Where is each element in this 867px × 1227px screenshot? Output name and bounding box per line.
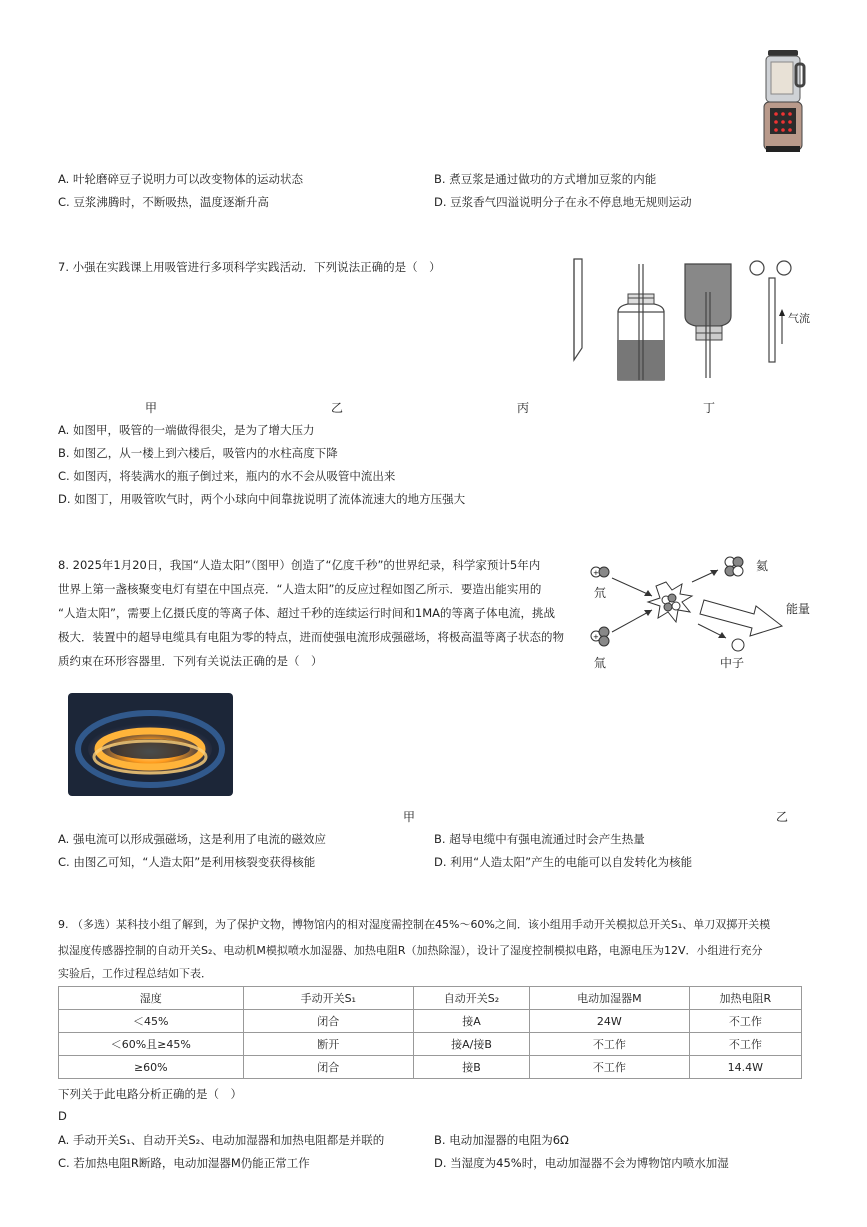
svg-text:+: + <box>593 633 599 641</box>
cell-s2: 接A <box>414 1010 530 1033</box>
q6-option-b: B. 煮豆浆是通过做功的方式增加豆浆的内能 <box>434 172 657 186</box>
cell-humidity: ＜45% <box>59 1010 244 1033</box>
deuterium-label: 氘 <box>594 586 607 600</box>
header-heater: 加热电阻R <box>689 987 801 1010</box>
table-row <box>59 1056 802 1079</box>
energy-label: 能量 <box>786 602 811 616</box>
q7-option-b: B. 如图乙，从一楼上到六楼后，吸管内的水柱高度下降 <box>58 446 338 460</box>
table-header-row <box>59 987 802 1010</box>
q9-option-d: D. 当湿度为45%时，电动加湿器不会为博物馆内喷水加湿 <box>434 1156 729 1170</box>
cell-s1: 闭合 <box>243 1010 413 1033</box>
q6-option-c: C. 豆浆沸腾时，不断吸热，温度逐渐升高 <box>58 195 269 209</box>
figure-label-yi: 乙 <box>331 401 344 415</box>
cell-humidifier: 24W <box>530 1010 690 1033</box>
airflow-label: 气流 <box>788 312 810 325</box>
header-humidity: 湿度 <box>59 987 244 1010</box>
svg-text:+: + <box>593 569 599 577</box>
inverted-bottle-figure-bing <box>682 262 734 382</box>
q9-answer: D <box>58 1109 67 1123</box>
cell-s1: 闭合 <box>243 1056 413 1079</box>
q7-option-a: A. 如图甲，吸管的一端做得很尖，是为了增大压力 <box>58 423 315 437</box>
cell-s1: 断开 <box>243 1033 413 1056</box>
q6-option-a: A. 叶轮磨碎豆子说明力可以改变物体的运动状态 <box>58 172 303 186</box>
cell-s2: 接B <box>414 1056 530 1079</box>
cell-s2: 接A/接B <box>414 1033 530 1056</box>
q8-line-4: 极大．装置中的超导电缆具有电阻为零的特点，进而使强电流形成强磁场，将极高温等离子状态的物 <box>58 630 564 644</box>
q6-option-d: D. 豆浆香气四溢说明分子在永不停息地无规则运动 <box>434 195 692 209</box>
q8-option-a: A. 强电流可以形成强磁场，这是利用了电流的磁效应 <box>58 832 326 846</box>
header-humidifier: 电动加湿器M <box>530 987 690 1010</box>
q9-line-1: 9. （多选）某科技小组了解到，为了保护文物，博物馆内的相对湿度需控制在45%～60%之间．该小组用手动开关模拟总开关S₁、单刀双掷开关模 <box>58 918 771 931</box>
q8-option-b: B. 超导电缆中有强电流通过时会产生热量 <box>434 832 645 846</box>
figure-label-bing: 丙 <box>517 401 530 415</box>
tritium-label: 氚 <box>594 656 607 670</box>
figure-label-ding: 丁 <box>703 401 716 415</box>
q7-option-d: D. 如图丁，用吸管吹气时，两个小球向中间靠拢说明了流体流速大的地方压强大 <box>58 492 466 506</box>
cell-humidifier: 不工作 <box>530 1033 690 1056</box>
artificial-sun-image <box>68 693 233 796</box>
q8-line-5: 质约束在环形容器里．下列有关说法正确的是（ ） <box>58 654 323 668</box>
q8-line-3: “人造太阳”，需要上亿摄氏度的等离子体、超过千秒的连续运行时间和1MA的等离子体电流，挑战 <box>58 606 556 620</box>
neutron-label: 中子 <box>720 656 745 670</box>
figure-label-jia-q8: 甲 <box>403 810 416 824</box>
q7-stem: 7. 小强在实践课上用吸管进行多项科学实践活动．下列说法正确的是（ ） <box>58 260 441 274</box>
header-switch-s1: 手动开关S₁ <box>243 987 413 1010</box>
cell-humidity: ≥60% <box>59 1056 244 1079</box>
bottle-figure-yi <box>612 262 670 384</box>
cell-heater: 不工作 <box>689 1010 801 1033</box>
table-row <box>59 1010 802 1033</box>
q9-option-a: A. 手动开关S₁、自动开关S₂、电动加湿器和加热电阻都是并联的 <box>58 1133 385 1147</box>
q7-option-c: C. 如图丙，将装满水的瓶子倒过来，瓶内的水不会从吸管中流出来 <box>58 469 396 483</box>
humidity-table <box>58 986 802 1079</box>
q8-option-d: D. 利用“人造太阳”产生的电能可以自发转化为核能 <box>434 855 693 869</box>
cell-heater: 不工作 <box>689 1033 801 1056</box>
q8-line-2: 世界上第一盏核聚变电灯有望在中国点亮．“人造太阳”的反应过程如图乙所示．要造出能实用的 <box>58 582 542 596</box>
q8-line-1: 8. 2025年1月20日，我国“人造太阳”（图甲）创造了“亿度千秒”的世界纪录，科学家预计5年内 <box>58 558 541 572</box>
q9-line-2: 拟湿度传感器控制的自动开关S₂、电动机M模拟喷水加湿器、加热电阻R（加热除湿），设计了湿度控制模拟电路，电源电压为12V．小组进行充分 <box>58 944 763 957</box>
fusion-reaction-diagram <box>586 552 816 672</box>
figure-label-yi-q8: 乙 <box>776 810 789 824</box>
q9-option-c: C. 若加热电阻R断路，电动加湿器M仍能正常工作 <box>58 1156 310 1170</box>
helium-label: 氦 <box>756 559 769 573</box>
straw-figure-jia <box>568 256 588 366</box>
header-switch-s2: 自动开关S₂ <box>414 987 530 1010</box>
table-row <box>59 1033 802 1056</box>
q9-option-b: B. 电动加湿器的电阻为6Ω <box>434 1133 569 1147</box>
q9-line-3: 实验后，工作过程总结如下表． <box>58 967 212 980</box>
q9-after-table: 下列关于此电路分析正确的是（ ） <box>58 1087 242 1101</box>
figure-label-jia: 甲 <box>145 401 158 415</box>
cell-humidifier: 不工作 <box>530 1056 690 1079</box>
cell-heater: 14.4W <box>689 1056 801 1079</box>
cell-humidity: ＜60%且≥45% <box>59 1033 244 1056</box>
q8-option-c: C. 由图乙可知，“人造太阳”是利用核裂变获得核能 <box>58 855 316 869</box>
soymilk-maker-image <box>758 48 808 154</box>
